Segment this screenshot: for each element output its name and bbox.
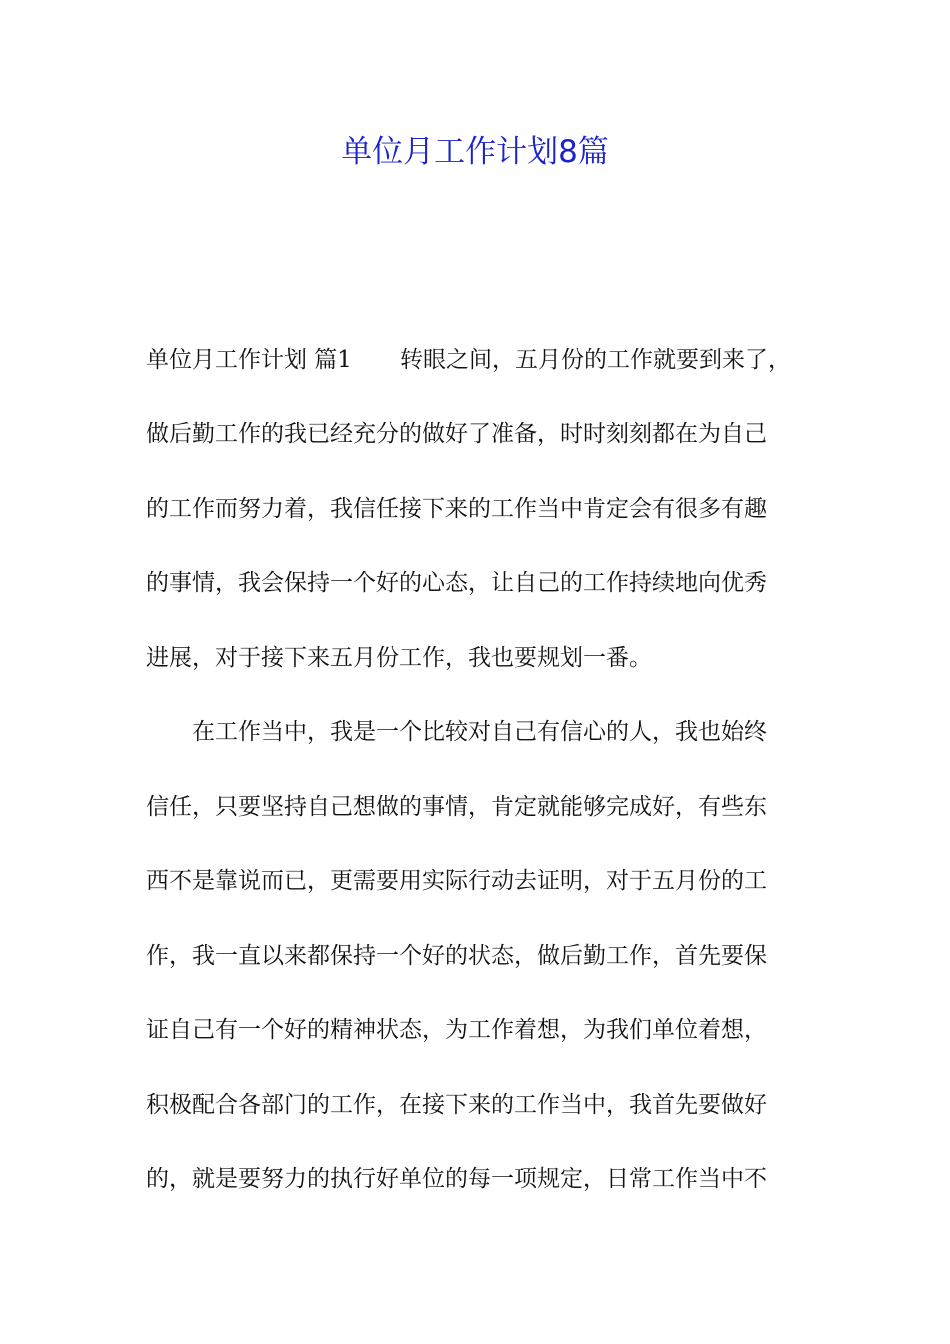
paragraph-2-line-6: 积极配合各部门的工作，在接下来的工作当中，我首先要做好 — [146, 1092, 767, 1118]
paragraph-1-line-1 — [146, 340, 826, 380]
paragraph-2-line-4: 作，我一直以来都保持一个好的状态，做后勤工作，首先要保 — [146, 943, 767, 969]
paragraph-1-line-5: 进展，对于接下来五月份工作，我也要规划一番。 — [146, 645, 652, 671]
paragraph-2-line-3: 西不是靠说而已，更需要用实际行动去证明，对于五月份的工 — [146, 868, 767, 894]
paragraph-1-line-4: 的事情，我会保持一个好的心态，让自己的工作持续地向优秀 — [146, 570, 767, 596]
section-heading: 单位月工作计划 篇1 — [146, 347, 352, 373]
paragraph-1-line-3: 的工作而努力着，我信任接下来的工作当中肯定会有很多有趣 — [146, 496, 767, 522]
paragraph-1-line-2: 做后勤工作的我已经充分的做好了准备，时时刻刻都在为自己 — [146, 421, 767, 447]
paragraph-2-line-2: 信任，只要坚持自己想做的事情，肯定就能够完成好，有些东 — [146, 794, 767, 820]
document-title: 单位月工作计划8篇 — [341, 134, 609, 170]
paragraph-2-line-1: 在工作当中，我是一个比较对自己有信心的人，我也始终 — [192, 719, 767, 745]
paragraph-text: 转眼之间，五月份的工作就要到来了， — [399, 347, 791, 373]
paragraph-2-line-7: 的，就是要努力的执行好单位的每一项规定，日常工作当中不 — [146, 1166, 767, 1192]
paragraph-2-line-5: 证自己有一个好的精神状态，为工作着想，为我们单位着想， — [146, 1017, 767, 1043]
